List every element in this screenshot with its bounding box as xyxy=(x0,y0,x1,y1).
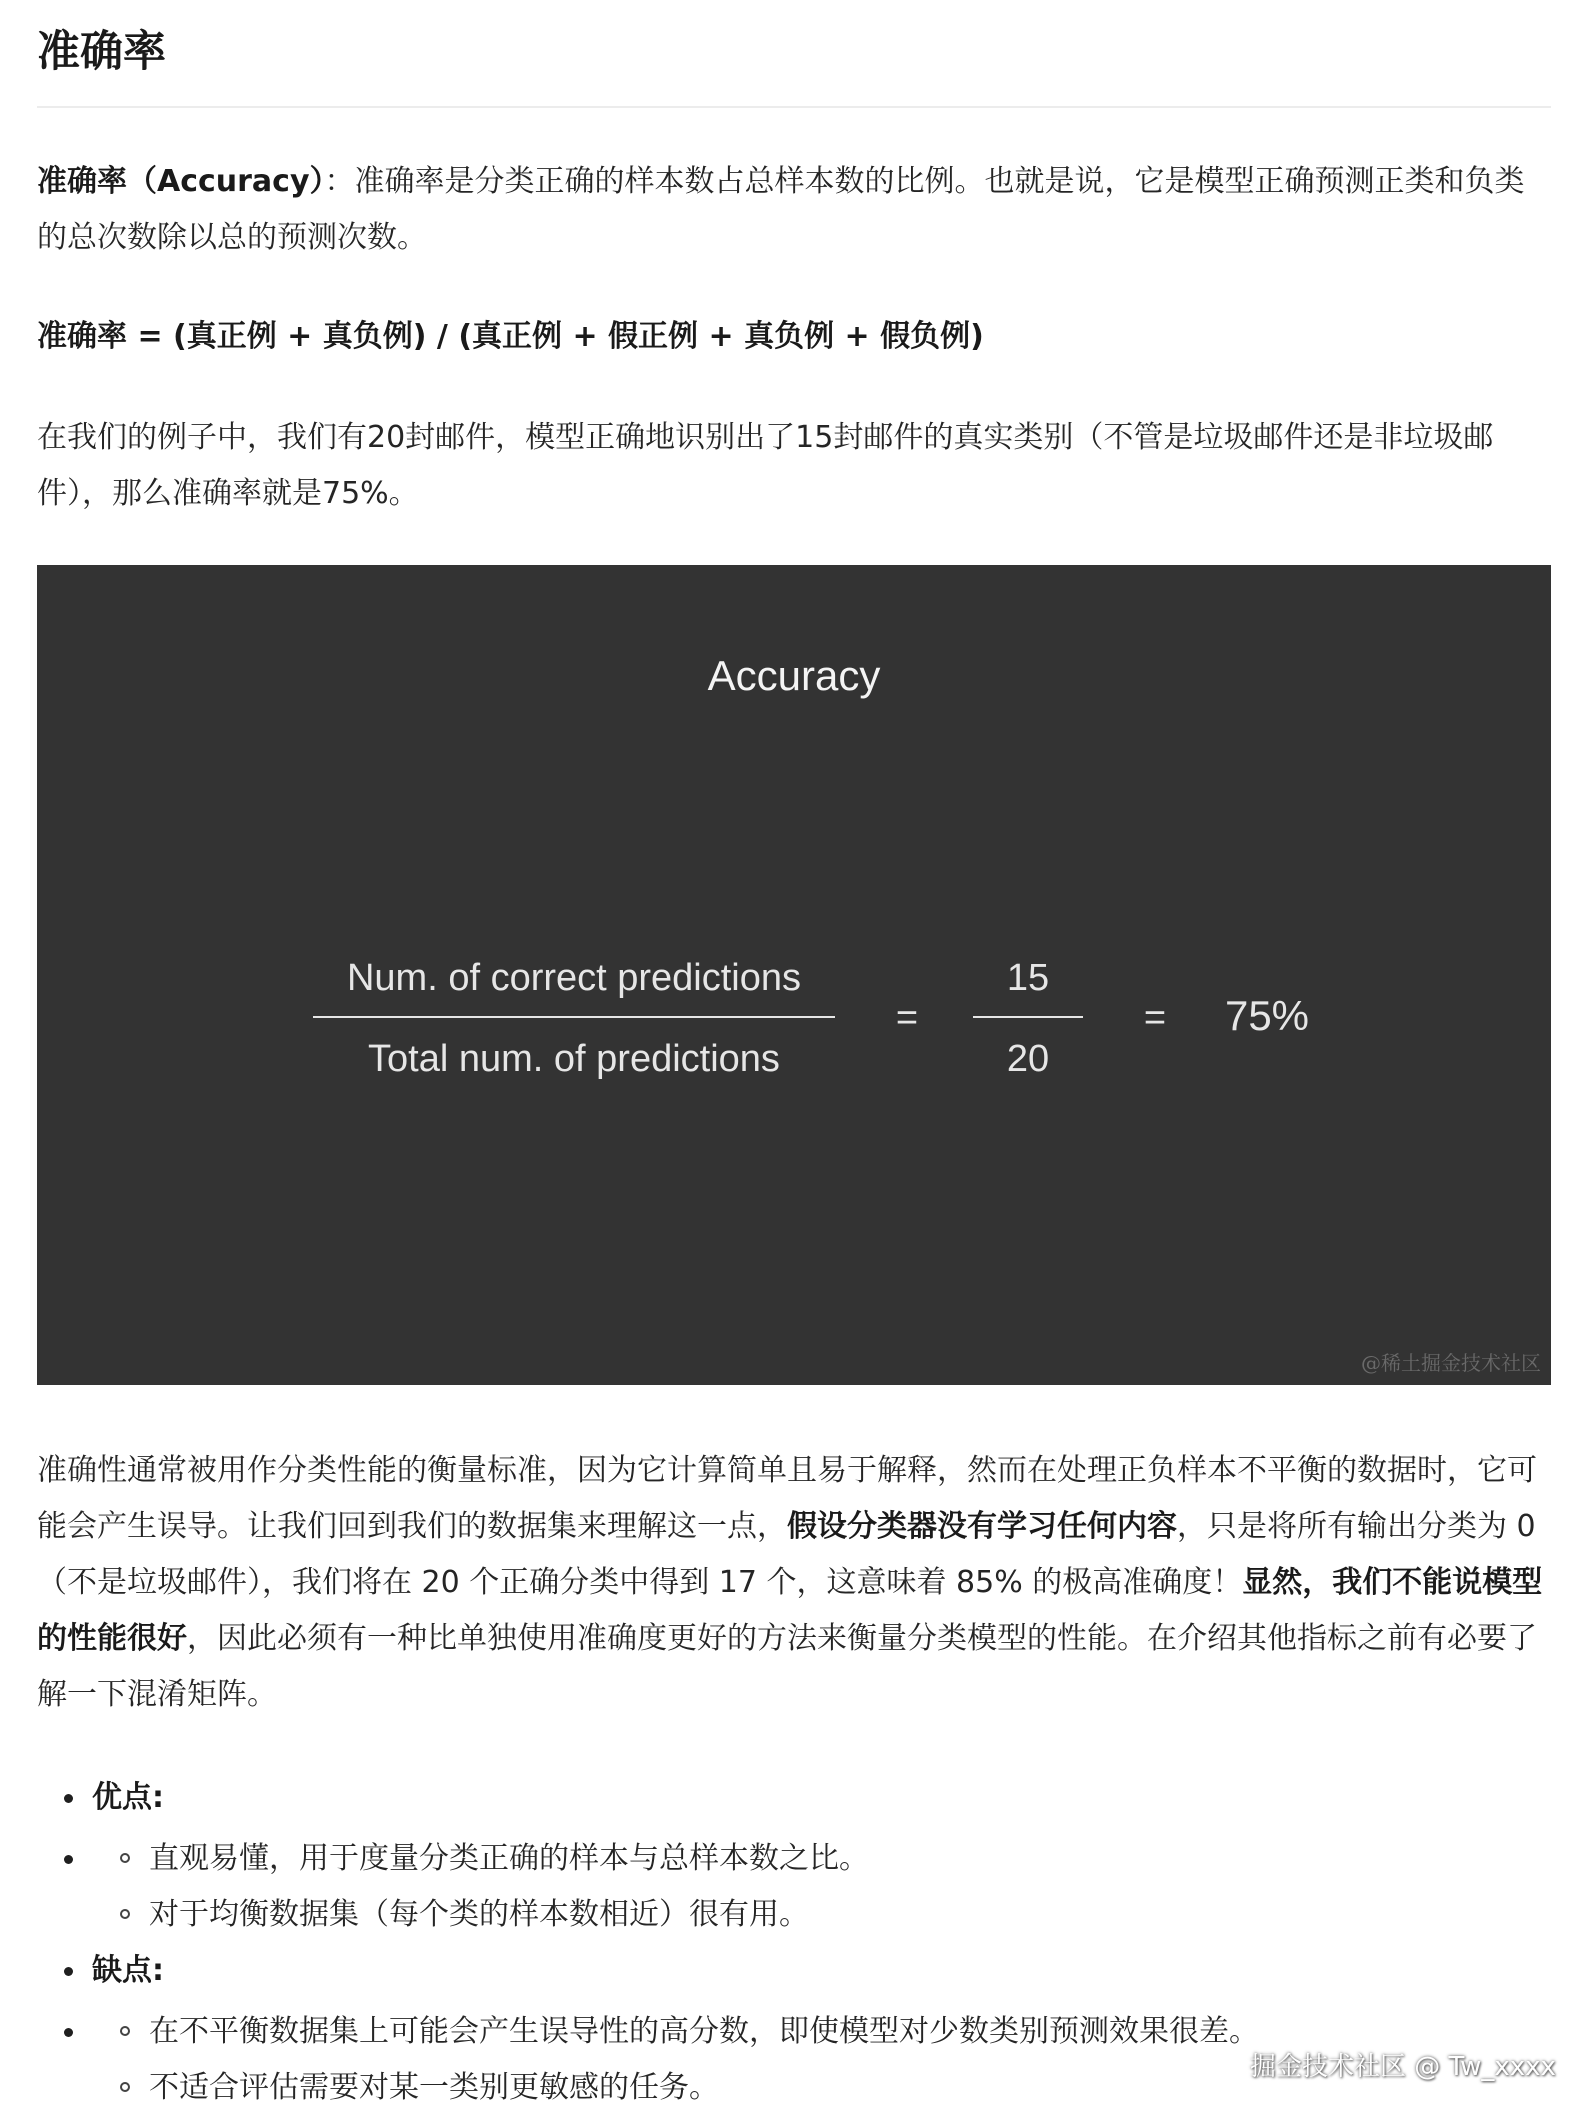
cons-item: 在不平衡数据集上可能会产生误导性的高分数，即使模型对少数类别预测效果很差。 xyxy=(149,2014,1259,2049)
pros-item: 直观易懂，用于度量分类正确的样本与总样本数之比。 xyxy=(149,1841,869,1876)
figure-equals-1: = xyxy=(895,997,919,1039)
discussion-paragraph xyxy=(37,1443,1551,1723)
discussion-bold2: 显然，我们不能说模型的性能很好 xyxy=(37,1565,1543,1656)
list-item xyxy=(37,1770,1551,1826)
figure-title: Accuracy xyxy=(707,652,881,699)
pros-item: 对于均衡数据集（每个类的样本数相近）很有用。 xyxy=(149,1897,809,1932)
figure-watermark: @稀土掘金技术社区 xyxy=(1361,1351,1541,1375)
pros-label: 优点: xyxy=(92,1780,164,1815)
example-paragraph: 在我们的例子中，我们有20封邮件，模型正确地识别出了15封邮件的真实类别（不管是垃圾邮件还是非垃圾邮件），那么准确率就是75%。 xyxy=(37,420,1494,511)
figure-denominator-label: Total num. of predictions xyxy=(368,1038,780,1080)
formula-text: 准确率 = (真正例 + 真负例) / (真正例 + 假正例 + 真负例 + 假负例) xyxy=(37,319,984,354)
sub-bullet-icon xyxy=(120,2026,130,2036)
definition-paragraph xyxy=(37,154,1551,266)
bullet-icon xyxy=(64,2028,73,2037)
bullet-icon xyxy=(64,1855,73,1864)
figure-denominator-value: 20 xyxy=(1006,1038,1050,1080)
definition-text: ：准确率是分类正确的样本数占总样本数的比例。也就是说，它是模型正确预测正类和负类的总次数除以总的预测次数。 xyxy=(37,164,1525,255)
heading-divider xyxy=(37,106,1551,108)
list-item xyxy=(37,1943,1551,1999)
site-watermark: 掘金技术社区 @ Tw_xxxx xyxy=(1250,2052,1556,2082)
figure-numerator-label: Num. of correct predictions xyxy=(346,957,802,999)
figure-equals-2: = xyxy=(1143,997,1167,1039)
bullet-icon xyxy=(64,1794,73,1803)
figure-numerator-value: 15 xyxy=(1006,957,1050,999)
definition-term: 准确率（Accuracy） xyxy=(37,164,325,199)
bullet-icon xyxy=(64,1967,73,1976)
cons-label: 缺点: xyxy=(92,1953,164,1988)
discussion-bold1: 假设分类器没有学习任何内容 xyxy=(787,1509,1177,1544)
cons-item: 不适合评估需要对某一类别更敏感的任务。 xyxy=(149,2070,719,2105)
sub-bullet-icon xyxy=(120,1853,130,1863)
sub-bullet-icon xyxy=(120,2082,130,2092)
list-item xyxy=(37,1887,1551,1943)
figure-result: 75% xyxy=(1224,992,1310,1039)
figure-fraction-line-right xyxy=(973,1016,1083,1018)
discussion-part1: 准确性通常被用作分类性能的衡量标准，因为它计算简单且易于解释，然而在处理正负样本不平衡的数据时，它可能会产生误导。让我们回到我们的数据集来理解这一点， xyxy=(37,1453,1537,1544)
section-heading: 准确率 xyxy=(37,27,166,77)
figure-fraction-line-left xyxy=(313,1016,835,1018)
list-item xyxy=(37,1831,1551,1887)
discussion-part2: ，只是将所有输出分类为 0（不是垃圾邮件），我们将在 20 个正确分类中得到 17 个，这意味着 85% 的极高准确度！ xyxy=(37,1509,1536,1600)
discussion-part3: ，因此必须有一种比单独使用准确度更好的方法来衡量分类模型的性能。在介绍其他指标之前有必要了解一下混淆矩阵。 xyxy=(37,1621,1537,1712)
sub-bullet-icon xyxy=(120,1909,130,1919)
